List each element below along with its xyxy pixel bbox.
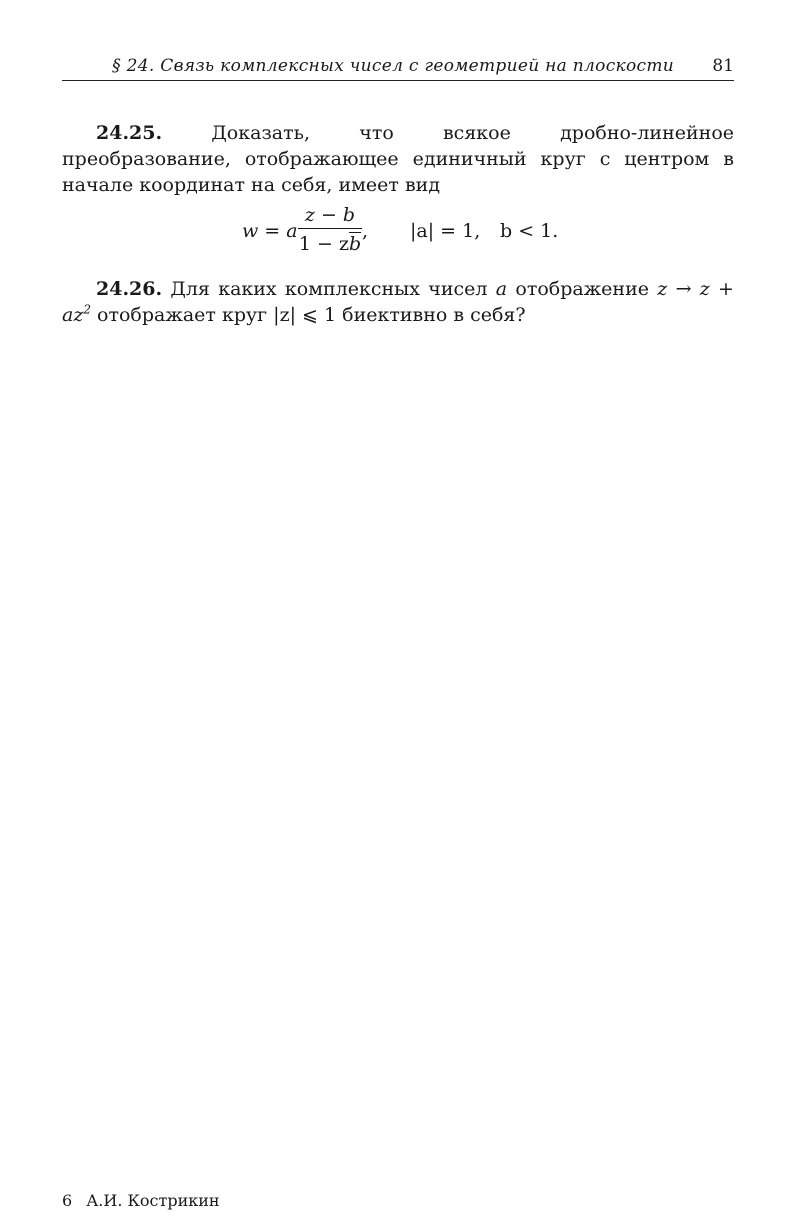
fraction-bar — [298, 228, 362, 229]
problem-text: Для каких комплексных чисел — [170, 278, 488, 300]
author-name: А.И. Кострикин — [86, 1191, 220, 1210]
fraction-numerator: z − b — [304, 204, 356, 226]
formula-block — [62, 198, 734, 262]
variable-a: a — [495, 278, 508, 300]
page-number: 81 — [712, 56, 734, 76]
problem-number: 24.25. — [96, 122, 163, 144]
running-header-title: § 24. Связь комплексных чисел с геометрией на плоскости — [112, 56, 674, 76]
problem-24-26 — [62, 276, 734, 328]
conjugate-b: $\overline{b}$ — [348, 233, 362, 255]
problem-text: биективно в себя? — [342, 304, 526, 326]
inequality: |z| ⩽ 1 — [273, 304, 337, 326]
problem-text: отображение — [515, 278, 649, 300]
problem-24-25 — [62, 120, 734, 198]
formula-lhs: w = a — [242, 220, 298, 242]
problem-text: Доказать, что всякое дробно-линейное преобразование, отображающее единичный круг с центром в начале координат на себя, имеет вид — [62, 122, 734, 196]
map-expression: $z \to z + az^2$ — [62, 278, 734, 326]
problem-number: 24.26. — [96, 278, 163, 300]
denominator-prefix: 1 − z — [298, 233, 349, 255]
fraction-denominator — [298, 231, 362, 255]
formula-condition-b: b < 1. — [500, 220, 559, 242]
formula-fraction — [298, 202, 362, 255]
page-content — [62, 120, 734, 328]
formula-comma: , — [362, 220, 369, 242]
sheet-number: 6 — [62, 1191, 73, 1210]
formula-condition-a: |a| = 1, — [410, 220, 481, 242]
problem-text: отображает круг — [97, 304, 268, 326]
running-header — [62, 52, 734, 81]
footer — [62, 1191, 220, 1210]
